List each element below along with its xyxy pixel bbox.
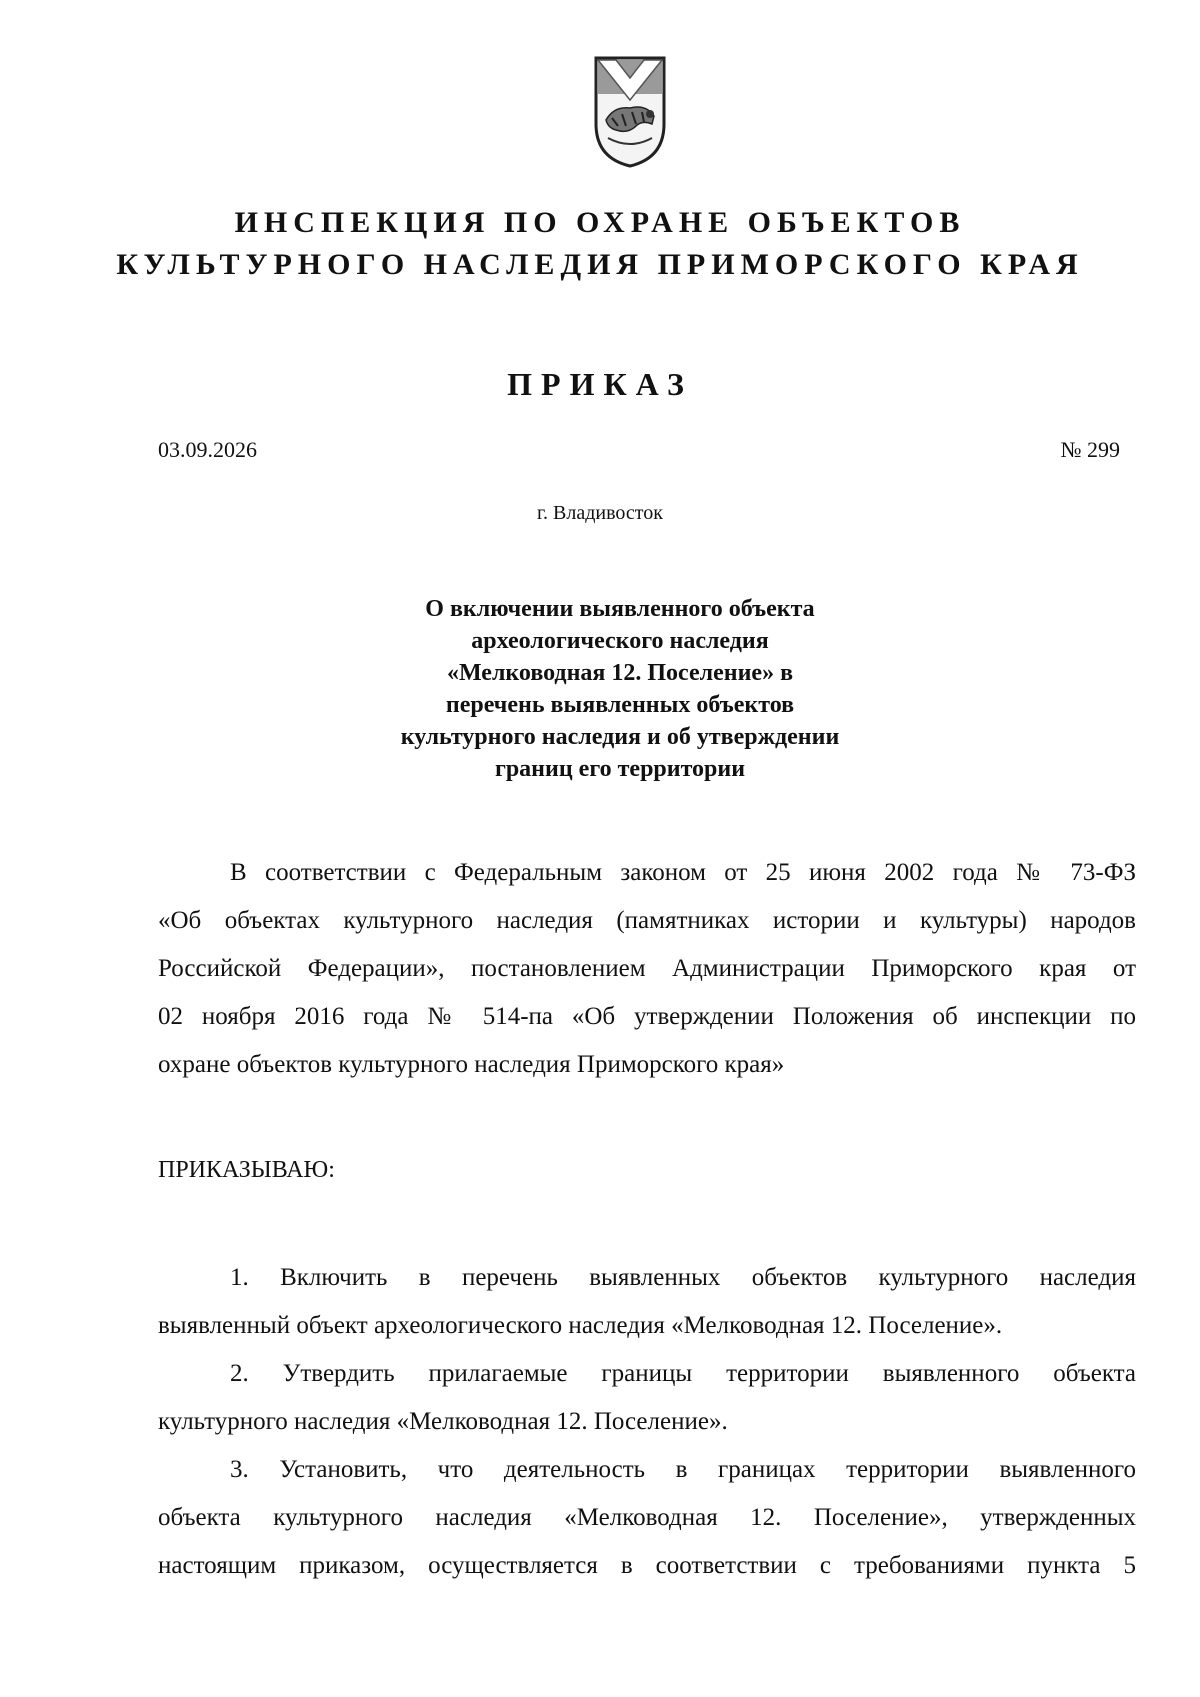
org-name-line-1: ИНСПЕКЦИЯ ПО ОХРАНЕ ОБЪЕКТОВ	[234, 206, 966, 239]
item-3-line: объекта культурного наследия «Мелководная 12. Поселение», утвержденных	[158, 1504, 1136, 1531]
subject-line: «Мелководная 12. Поселение» в	[446, 660, 794, 686]
org-name-line-2: КУЛЬТУРНОГО НАСЛЕДИЯ ПРИМОРСКОГО КРАЯ	[116, 248, 1084, 281]
preamble-line: охране объектов культурного наследия Приморского края»	[158, 1051, 785, 1078]
document-number: № 299	[1060, 437, 1120, 462]
subject-line: границ его территории	[494, 756, 746, 782]
document-date: 03.09.2026	[158, 437, 257, 462]
item-3-line: 3. Установить, что деятельность в границах территории выявленного	[230, 1456, 1136, 1483]
subject-line: О включении выявленного объекта	[425, 596, 815, 622]
order-items	[158, 1254, 1136, 1590]
subject-line: культурного наследия и об утверждении	[400, 724, 840, 750]
document-subject	[360, 593, 880, 785]
item-2-line: 2. Утвердить прилагаемые границы территории выявленного объекта	[230, 1360, 1136, 1387]
preamble-line: 02 ноября 2016 года № 514-па «Об утверждении Положения об инспекции по	[158, 1003, 1136, 1030]
subject-line: перечень выявленных объектов	[445, 692, 795, 718]
document-city: г. Владивосток	[537, 502, 663, 524]
preamble-line: Российской Федерации», постановлением Администрации Приморского края от	[158, 955, 1136, 982]
item-3-line: настоящим приказом, осуществляется в соответствии с требованиями пункта 5	[158, 1552, 1136, 1579]
preamble-line: «Об объектах культурного наследия (памятниках истории и культуры) народов	[158, 907, 1136, 934]
subject-line: археологического наследия	[471, 628, 769, 654]
item-1-line: 1. Включить в перечень выявленных объектов культурного наследия	[230, 1264, 1136, 1291]
item-1-line: выявленный объект археологического наследия «Мелководная 12. Поселение».	[158, 1312, 1003, 1339]
preamble-paragraph	[158, 849, 1136, 1089]
order-word: ПРИКАЗЫВАЮ:	[158, 1157, 335, 1183]
preamble-line: В соответствии с Федеральным законом от 25 июня 2002 года № 73-ФЗ	[230, 859, 1136, 886]
coat-of-arms-emblem	[592, 54, 668, 170]
item-2-line: культурного наследия «Мелководная 12. Поселение».	[158, 1408, 728, 1435]
document-type-title: ПРИКАЗ	[507, 366, 693, 402]
